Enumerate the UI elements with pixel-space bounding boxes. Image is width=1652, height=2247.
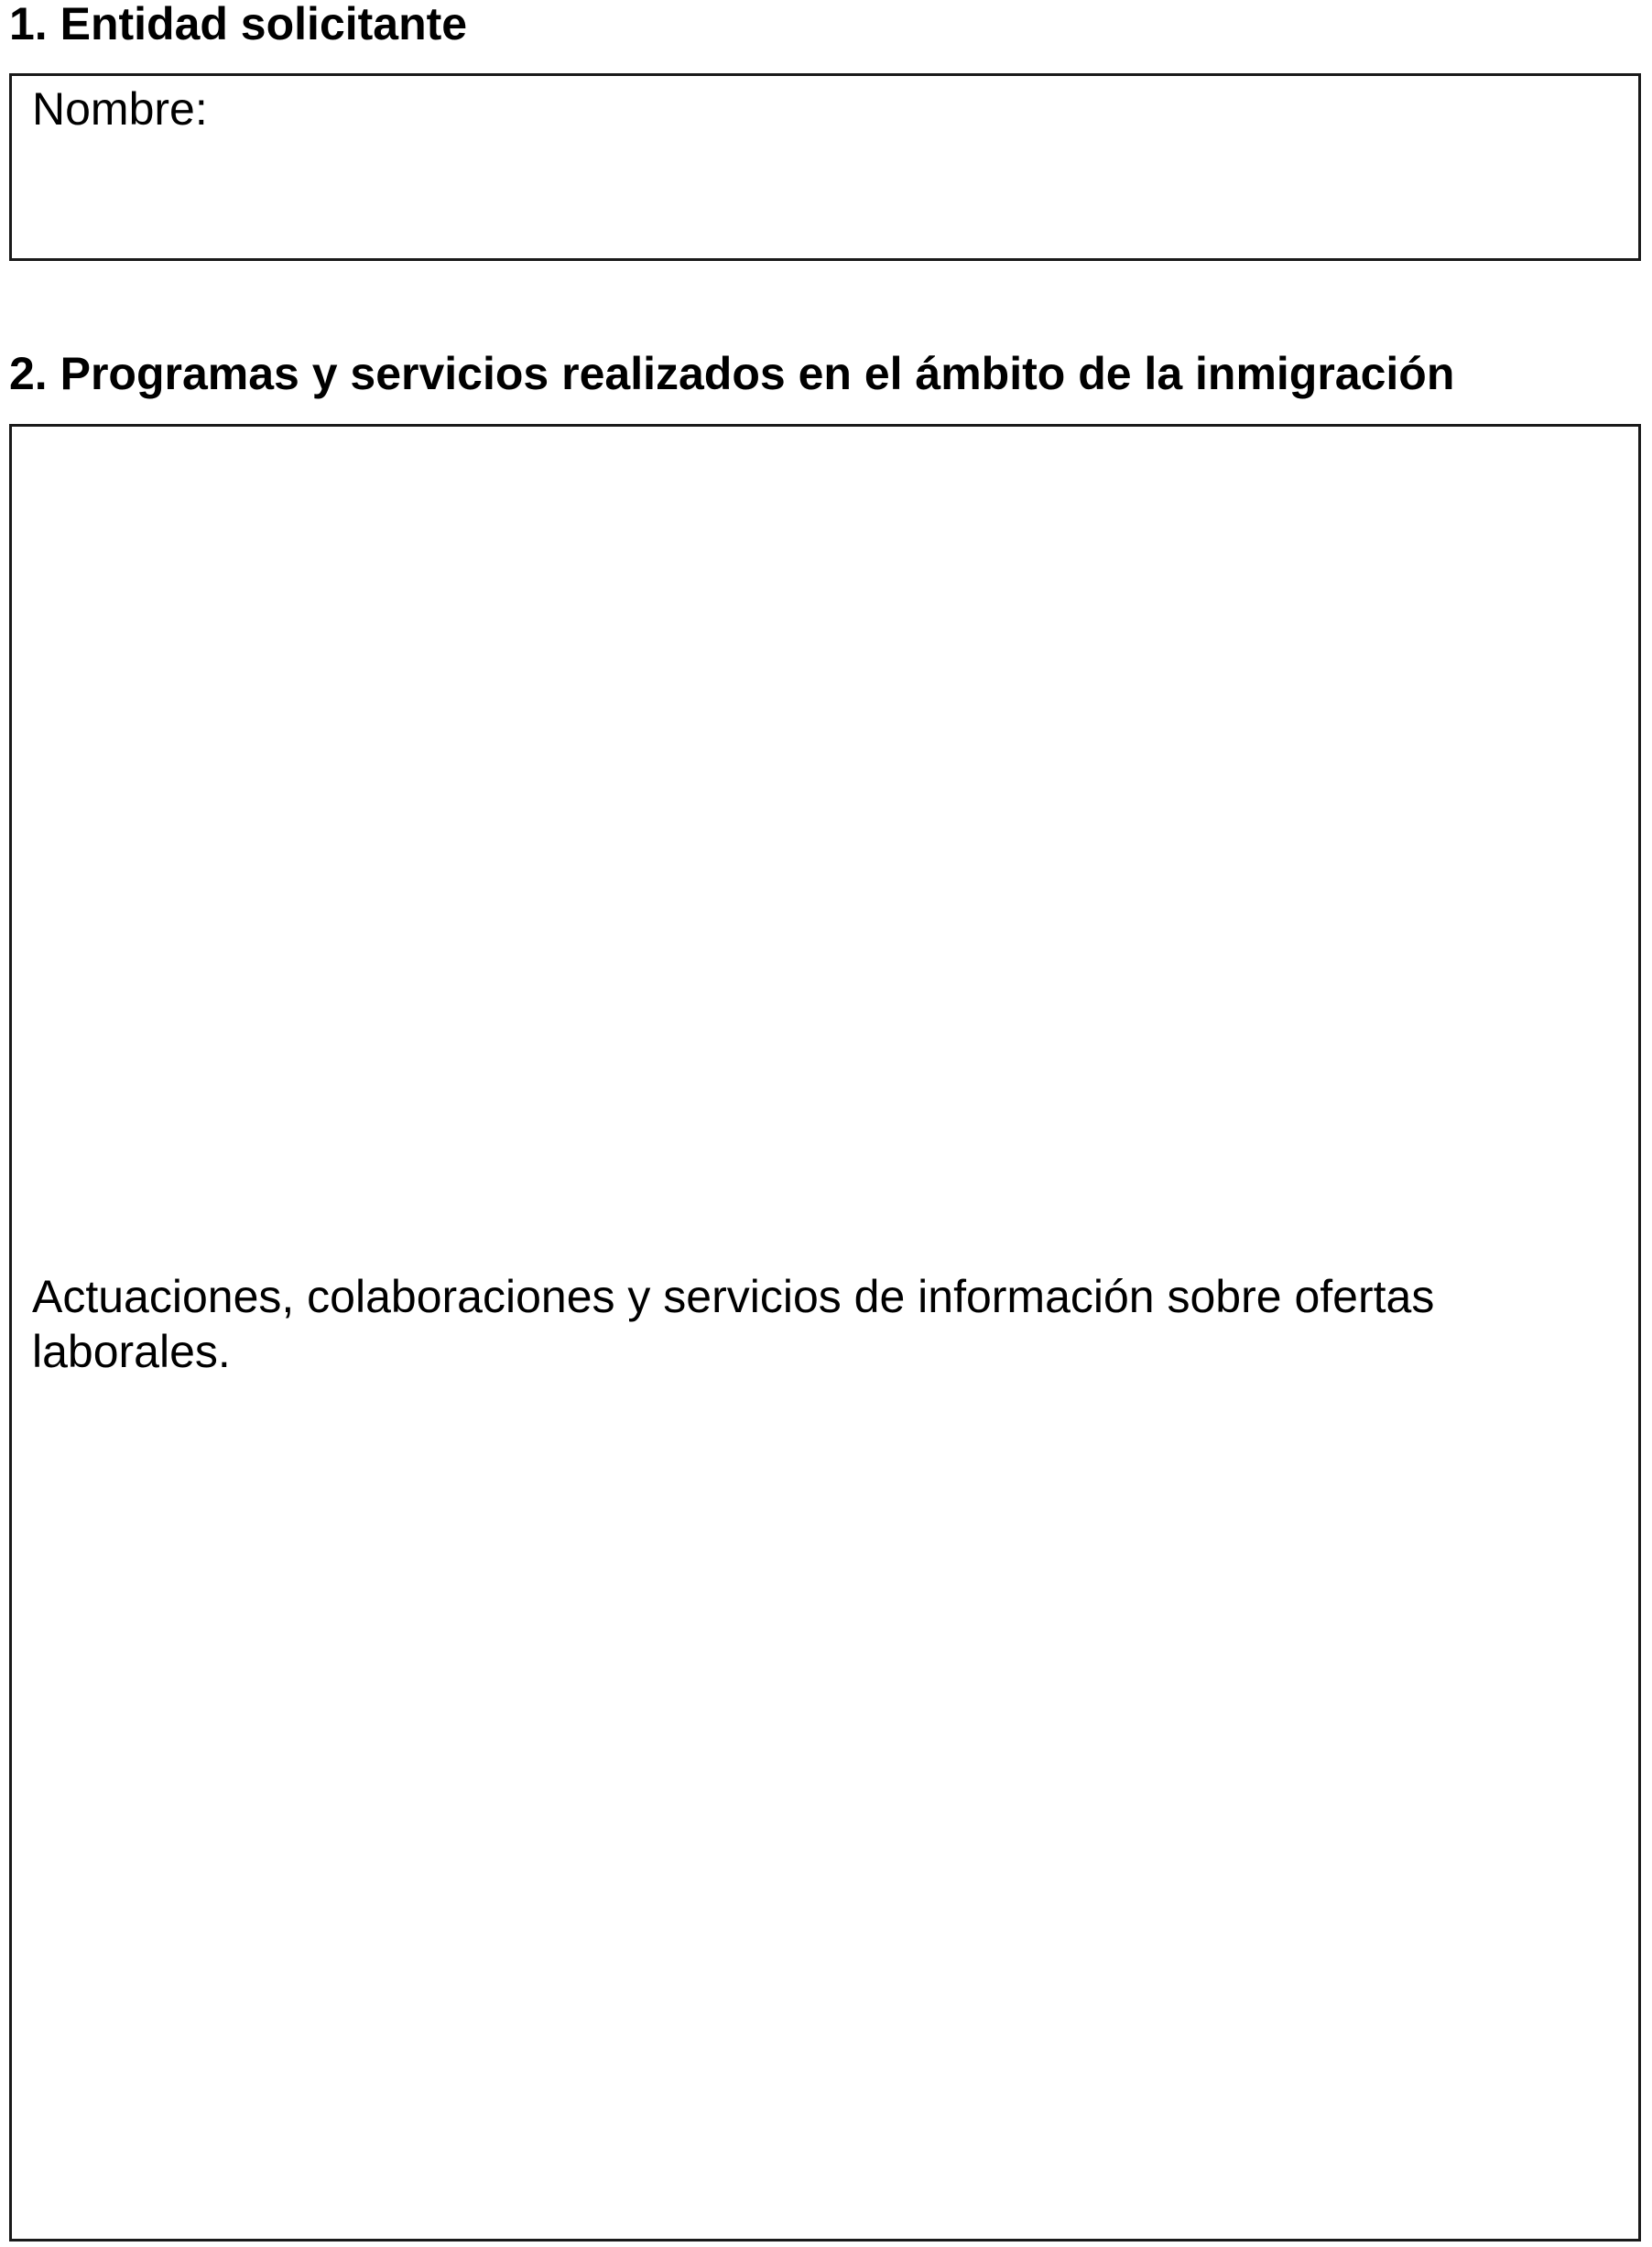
programs-services-box xyxy=(9,424,1641,2242)
programs-description-line-1: Actuaciones, colaboraciones y servicios de información sobre ofertas xyxy=(32,1271,1435,1322)
applicant-entity-box xyxy=(9,73,1641,261)
section-1-heading: 1. Entidad solicitante xyxy=(9,0,468,49)
name-label: Nombre: xyxy=(32,83,208,135)
programs-description xyxy=(32,1269,1516,1379)
section-2-heading: 2. Programas y servicios realizados en el ámbito de la inmigración xyxy=(9,348,1455,399)
programs-description-line-2: laborales. xyxy=(32,1326,231,1377)
